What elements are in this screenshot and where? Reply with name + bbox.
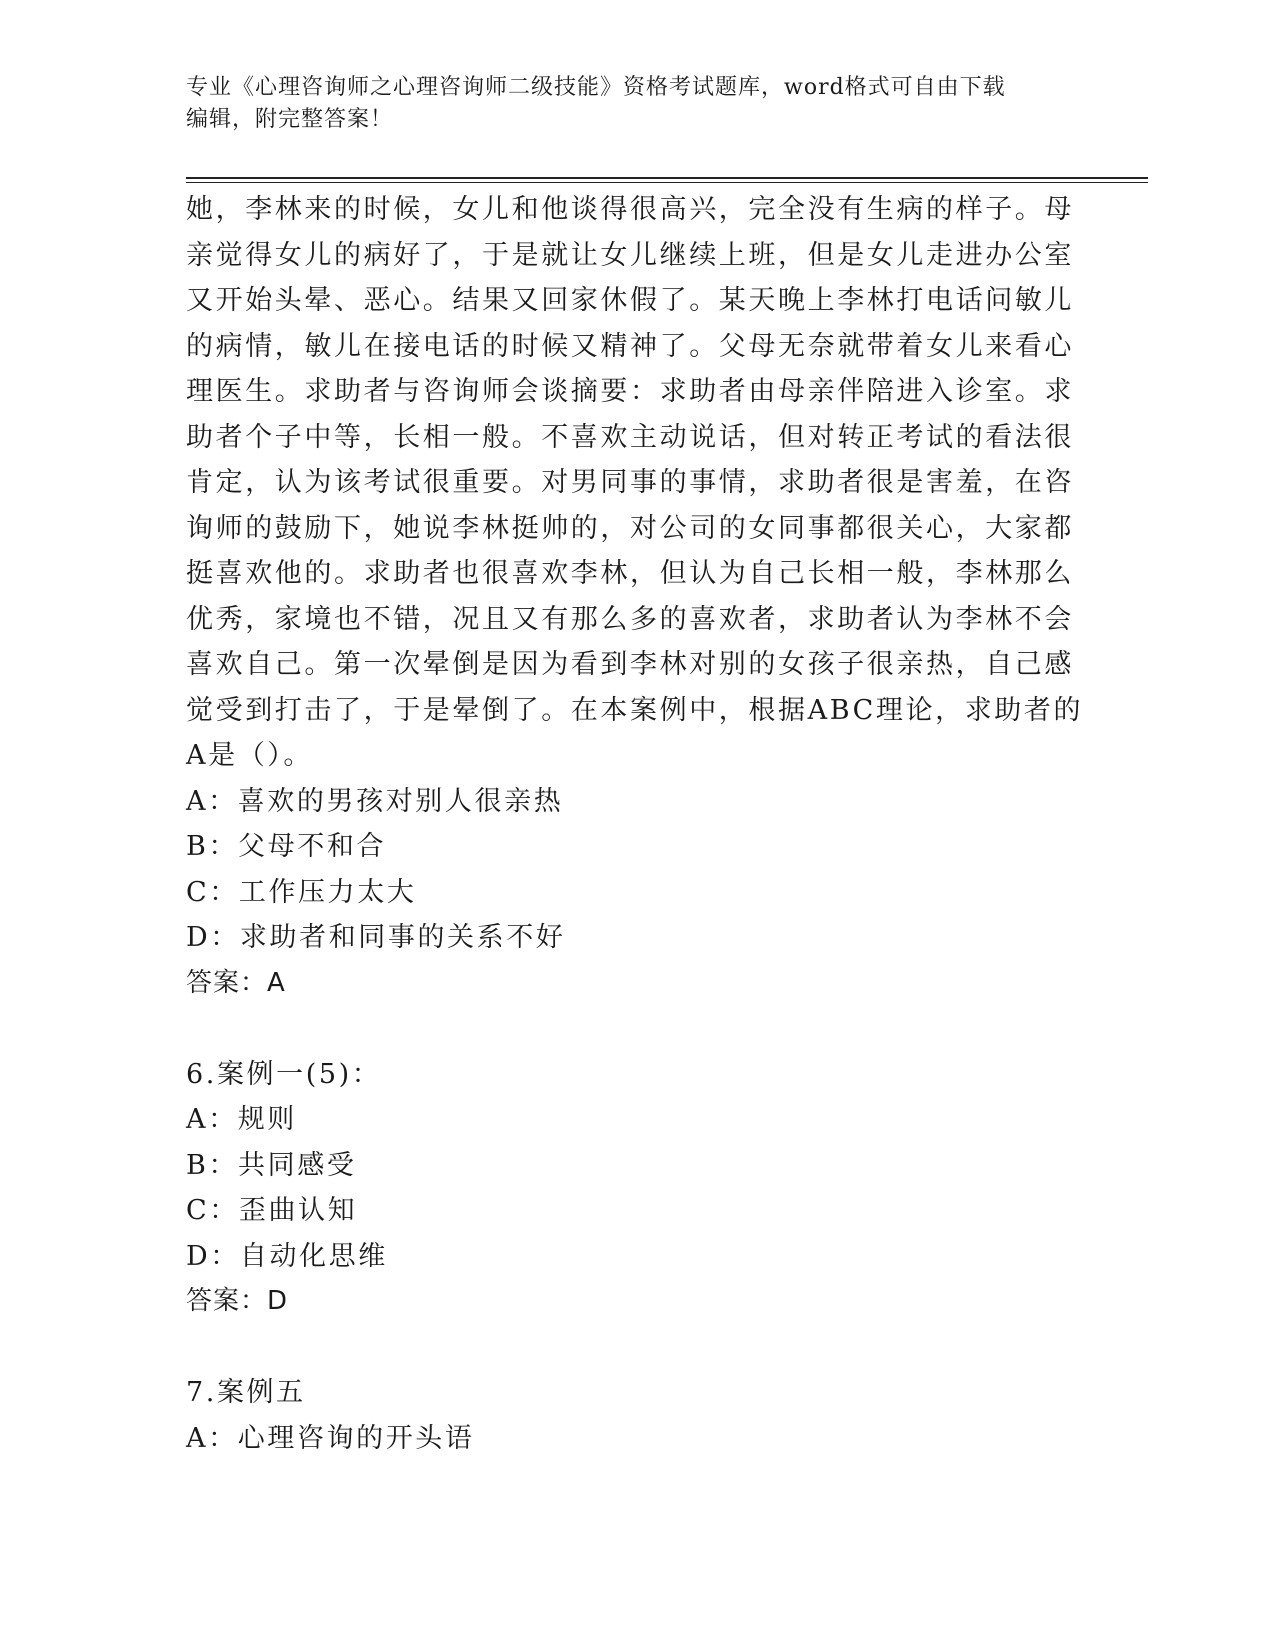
header-line-1: 专业《心理咨询师之心理咨询师二级技能》资格考试题库，word格式可自由下载 (186, 75, 1006, 100)
page-header (186, 72, 1066, 136)
spacer (186, 1325, 1066, 1371)
question-7 (186, 1370, 1066, 1461)
question-text-line: 挺喜欢他的。求助者也很喜欢李林，但认为自己长相一般，李林那么 (186, 558, 1074, 589)
question-text-line: 询师的鼓励下，她说李林挺帅的，对公司的女同事都很关心，大家都 (186, 512, 1074, 544)
answer-line: 答案：A (186, 967, 286, 998)
header-divider-thick (186, 177, 1148, 179)
answer-line: 答案：D (186, 1286, 289, 1316)
question-text-line: 优秀，家境也不错，况且又有那么多的喜欢者，求助者认为李林不会 (186, 603, 1074, 635)
question-title: 7.案例五 (186, 1377, 306, 1408)
question-5 (186, 187, 1084, 1006)
option-d: D：自动化思维 (186, 1240, 388, 1272)
question-text-line: 又开始头晕、恶心。结果又回家休假了。某天晚上李林打电话问敏儿 (186, 285, 1074, 316)
spacer (186, 1006, 1066, 1052)
question-text-line: 的病情，敏儿在接电话的时候又精神了。父母无奈就带着女儿来看心 (186, 330, 1074, 362)
question-title: 6.案例一(5)： (186, 1058, 382, 1090)
question-content (186, 187, 1084, 1461)
option-c: C：歪曲认知 (186, 1195, 358, 1226)
question-text-line: 喜欢自己。第一次晕倒是因为看到李林对别的女孩子很亲热，自己感 (186, 649, 1074, 680)
question-text-line: A是（）。 (186, 740, 313, 771)
option-b: B：共同感受 (186, 1149, 357, 1181)
option-a: A：心理咨询的开头语 (186, 1422, 475, 1454)
question-text-line: 肯定，认为该考试很重要。对男同事的事情，求助者很是害羞，在咨 (186, 467, 1074, 498)
question-text-line: 她，李林来的时候，女儿和他谈得很高兴，完全没有生病的样子。母 (186, 194, 1074, 225)
question-text-line: 理医生。求助者与咨询师会谈摘要：求助者由母亲伴陪进入诊室。求 (186, 376, 1074, 407)
option-d: D：求助者和同事的关系不好 (186, 922, 566, 953)
question-text-line: 亲觉得女儿的病好了，于是就让女儿继续上班，但是女儿走进办公室 (186, 239, 1074, 271)
option-a: A：规则 (186, 1104, 297, 1135)
header-line-2: 编辑，附完整答案！ (186, 107, 394, 132)
question-text-line: 觉受到打击了，于是晕倒了。在本案例中，根据ABC理论，求助者的 (186, 694, 1084, 726)
option-c: C：工作压力太大 (186, 876, 417, 908)
question-text-line: 助者个子中等，长相一般。不喜欢主动说话，但对转正考试的看法很 (186, 421, 1074, 453)
option-a: A：喜欢的男孩对别人很亲热 (186, 785, 564, 817)
option-b: B：父母不和合 (186, 831, 387, 862)
header-divider-thin (186, 182, 1148, 183)
question-6 (186, 1052, 1066, 1325)
